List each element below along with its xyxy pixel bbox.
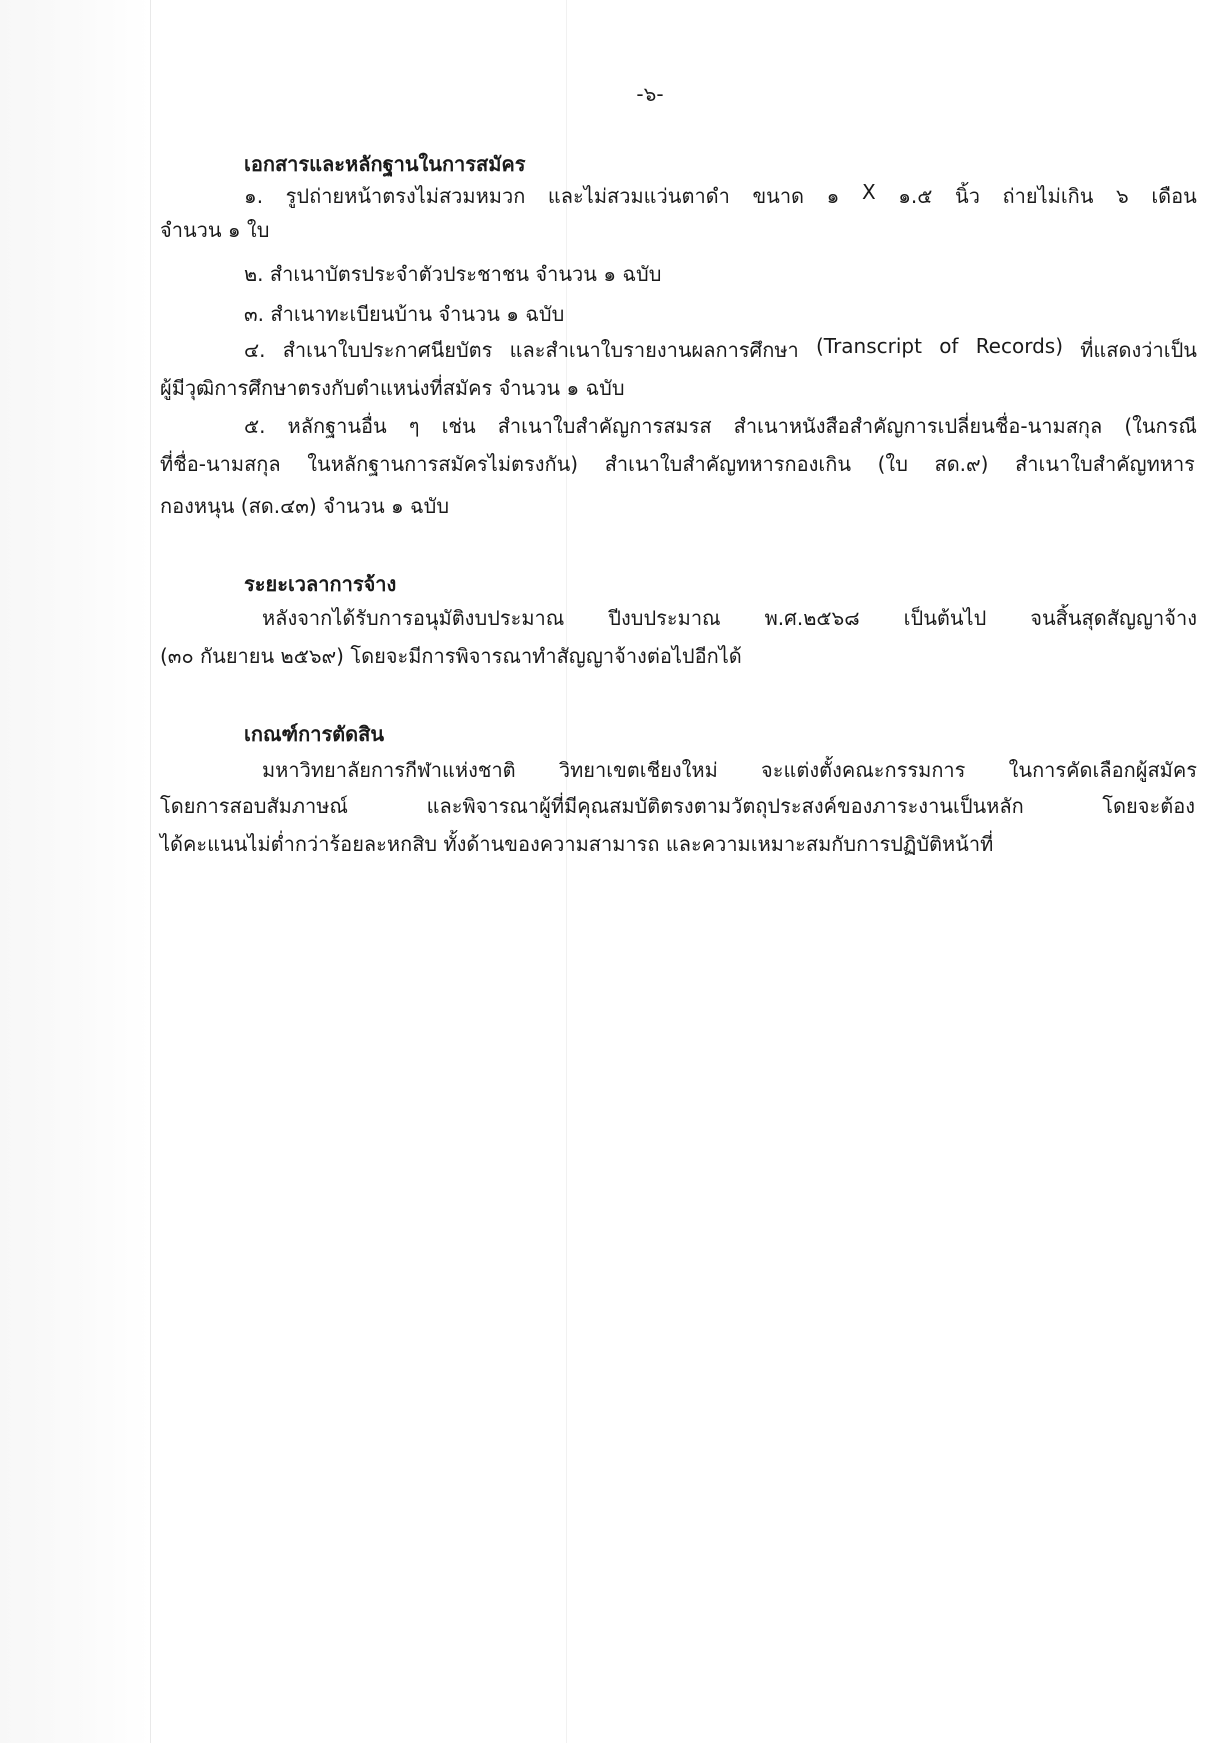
word: (ใบ (877, 452, 908, 476)
word: หลักฐานอื่น (287, 414, 387, 438)
period-line-2: (๓๐ กันยายน ๒๕๖๙) โดยจะมีการพิจารณาทำสัญญาจ้างต่อไปอีกได้ (160, 644, 742, 668)
word: ปีงบประมาณ (608, 606, 721, 630)
doc-item-4-line-1 (244, 334, 1197, 366)
doc-item-5-line-1 (244, 410, 1197, 442)
word: ๕. (244, 414, 266, 438)
word: ๑. (244, 184, 264, 208)
word: ๔. (244, 338, 266, 362)
word: มหาวิทยาลัยการกีฬาแห่งชาติ (262, 758, 516, 782)
page-number: -๖- (636, 82, 664, 106)
criteria-line-3: ได้คะแนนไม่ต่ำกว่าร้อยละหกสิบ ทั้งด้านของความสามารถ และความเหมาะสมกับการปฏิบัติหน้าที่ (160, 832, 994, 856)
word: นิ้ว (955, 184, 980, 208)
word: สำเนาใบสำคัญทหาร (1015, 452, 1195, 476)
doc-item-5-line-3: กองหนุน (สด.๔๓) จำนวน ๑ ฉบับ (160, 494, 450, 518)
word: และพิจารณาผู้ที่มีคุณสมบัติตรงตามวัตถุประสงค์ของภาระงานเป็นหลัก (426, 794, 1024, 818)
word: Records) (975, 334, 1064, 358)
word: สำเนาใบสำคัญการสมรส (497, 414, 712, 438)
word: (Transcript (816, 334, 922, 358)
word: สด.๙) (934, 452, 989, 476)
word: พ.ศ.๒๕๖๘ (764, 606, 860, 630)
criteria-line-2 (160, 790, 1195, 822)
scan-fold-line (150, 0, 151, 1743)
doc-item-2: ๒. สำเนาบัตรประจำตัวประชาชน จำนวน ๑ ฉบับ (244, 262, 662, 286)
word: ๑ (826, 184, 840, 208)
heading-employment-period: ระยะเวลาการจ้าง (244, 572, 397, 596)
heading-application-documents: เอกสารและหลักฐานในการสมัคร (244, 152, 526, 176)
word: of (939, 334, 959, 358)
word: ที่แสดงว่าเป็น (1080, 338, 1197, 362)
doc-item-4-line-2: ผู้มีวุฒิการศึกษาตรงกับตำแหน่งที่สมัคร จำนวน ๑ ฉบับ (160, 376, 625, 400)
word: ๖ (1116, 184, 1129, 208)
word: โดยจะต้อง (1102, 794, 1195, 818)
word: ที่ชื่อ-นามสกุล (160, 452, 281, 476)
word: สำเนาใบประกาศนียบัตร (282, 338, 493, 362)
word: เดือน (1151, 184, 1197, 208)
word: และสำเนาใบรายงานผลการศึกษา (509, 338, 799, 362)
scan-edge-shadow (0, 0, 150, 1743)
word: วิทยาเขตเชียงใหม่ (558, 758, 718, 782)
doc-item-1-line-2: จำนวน ๑ ใบ (160, 218, 270, 242)
word: (ในกรณี (1124, 414, 1197, 438)
word: ในการคัดเลือกผู้สมัคร (1008, 758, 1197, 782)
heading-judging-criteria: เกณฑ์การตัดสิน (244, 722, 385, 746)
doc-item-5-line-2 (160, 448, 1195, 480)
word: ถ่ายไม่เกิน (1002, 184, 1094, 208)
word: ๑.๕ (898, 184, 933, 208)
word: ๆ (408, 414, 420, 438)
word: รูปถ่ายหน้าตรงไม่สวมหมวก (285, 184, 526, 208)
word: ในหลักฐานการสมัครไม่ตรงกัน) (307, 452, 579, 476)
word: ขนาด (752, 184, 805, 208)
word: จนสิ้นสุดสัญญาจ้าง (1030, 606, 1197, 630)
criteria-line-1 (262, 754, 1197, 786)
word: จะแต่งตั้งคณะกรรมการ (761, 758, 966, 782)
word: หลังจากได้รับการอนุมัติงบประมาณ (262, 606, 565, 630)
doc-item-3: ๓. สำเนาทะเบียนบ้าน จำนวน ๑ ฉบับ (244, 302, 565, 326)
period-line-1 (262, 602, 1197, 634)
word: สำเนาหนังสือสำคัญการเปลี่ยนชื่อ-นามสกุล (733, 414, 1103, 438)
word: โดยการสอบสัมภาษณ์ (160, 794, 348, 818)
word: X (861, 180, 876, 204)
doc-item-1-line-1 (244, 180, 1197, 212)
word: สำเนาใบสำคัญทหารกองเกิน (604, 452, 852, 476)
word: และไม่สวมแว่นตาดำ (547, 184, 730, 208)
word: เป็นต้นไป (903, 606, 987, 630)
word: เช่น (441, 414, 476, 438)
